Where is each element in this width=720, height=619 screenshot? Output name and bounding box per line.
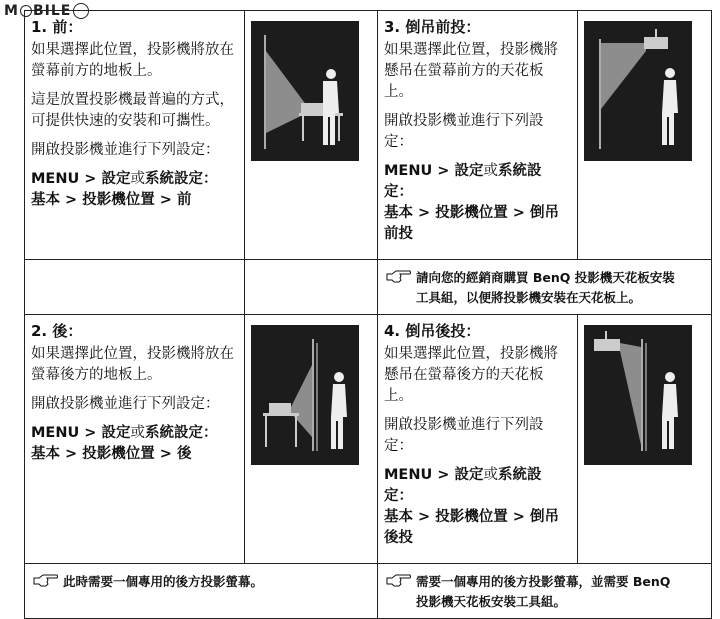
menu-path: MENU > 設定或系統設定： 基本 > 投影機位置 > 前 (31, 171, 218, 208)
note-ceiling-kit (378, 260, 712, 315)
rear-ceiling-projection-image (584, 325, 692, 465)
section-heading: 3. 倒吊前投： (384, 18, 481, 36)
watermark-text-mid: BILE (32, 3, 72, 19)
projector-position-table (24, 10, 712, 619)
section-heading: 4. 倒吊後投： (384, 322, 481, 340)
menu-path: MENU > 設定或系統設定： 基本 > 投影機位置 > 後 (31, 425, 218, 462)
empty-cell (245, 260, 378, 315)
description: 如果選擇此位置，投影機將放在螢幕後方的地板上。 (31, 346, 234, 383)
instruction: 開啟投影機並進行下列設定： (384, 113, 544, 150)
section-front-illustration (245, 11, 378, 260)
pointing-hand-icon (386, 574, 412, 588)
note-rear-ceiling (378, 564, 712, 619)
description: 如果選擇此位置，投影機將懸吊在螢幕後方的天花板上。 (384, 346, 558, 404)
section-front-ceiling-text (378, 11, 578, 260)
pointing-hand-icon (33, 574, 59, 588)
section-heading: 1. 前： (31, 18, 83, 36)
section-front-text (25, 11, 245, 260)
empty-cell (25, 260, 245, 315)
menu-path: MENU > 設定或系統設定： 基本 > 投影機位置 > 倒吊後投 (384, 467, 559, 546)
menu-path: MENU > 設定或系統設定： 基本 > 投影機位置 > 倒吊前投 (384, 163, 559, 242)
description: 這是放置投影機最普遍的方式，可提供快速的安裝和可攜性。 (31, 92, 234, 129)
note-text: 請向您的經銷商購買 BenQ 投影機天花板安裝 (416, 270, 675, 285)
note-text: 此時需要一個專用的後方投影螢幕。 (63, 574, 264, 589)
front-floor-projection-image (251, 21, 359, 161)
rear-floor-projection-image (251, 325, 359, 465)
section-rear-ceiling-text (378, 315, 578, 564)
instruction: 開啟投影機並進行下列設定： (31, 142, 220, 158)
watermark-text-start: M (4, 3, 19, 19)
instruction: 開啟投影機並進行下列設定： (384, 417, 544, 454)
description: 如果選擇此位置，投影機將懸吊在螢幕前方的天花板上。 (384, 42, 558, 100)
note-text: 投影機天花板安裝工具組。 (416, 594, 567, 609)
description: 如果選擇此位置，投影機將放在螢幕前方的地板上。 (31, 42, 234, 79)
section-rear-ceiling-illustration (578, 315, 712, 564)
note-rear-screen (25, 564, 378, 619)
instruction: 開啟投影機並進行下列設定： (31, 396, 220, 412)
pointing-hand-icon (386, 270, 412, 284)
note-text: 工具組，以便將投影機安裝在天花板上。 (416, 290, 642, 305)
section-front-ceiling-illustration (578, 11, 712, 260)
section-rear-text (25, 315, 245, 564)
section-rear-illustration (245, 315, 378, 564)
front-ceiling-projection-image (584, 21, 692, 161)
section-heading: 2. 後： (31, 322, 83, 340)
note-text: 需要一個專用的後方投影螢幕，並需要 BenQ (416, 574, 671, 589)
